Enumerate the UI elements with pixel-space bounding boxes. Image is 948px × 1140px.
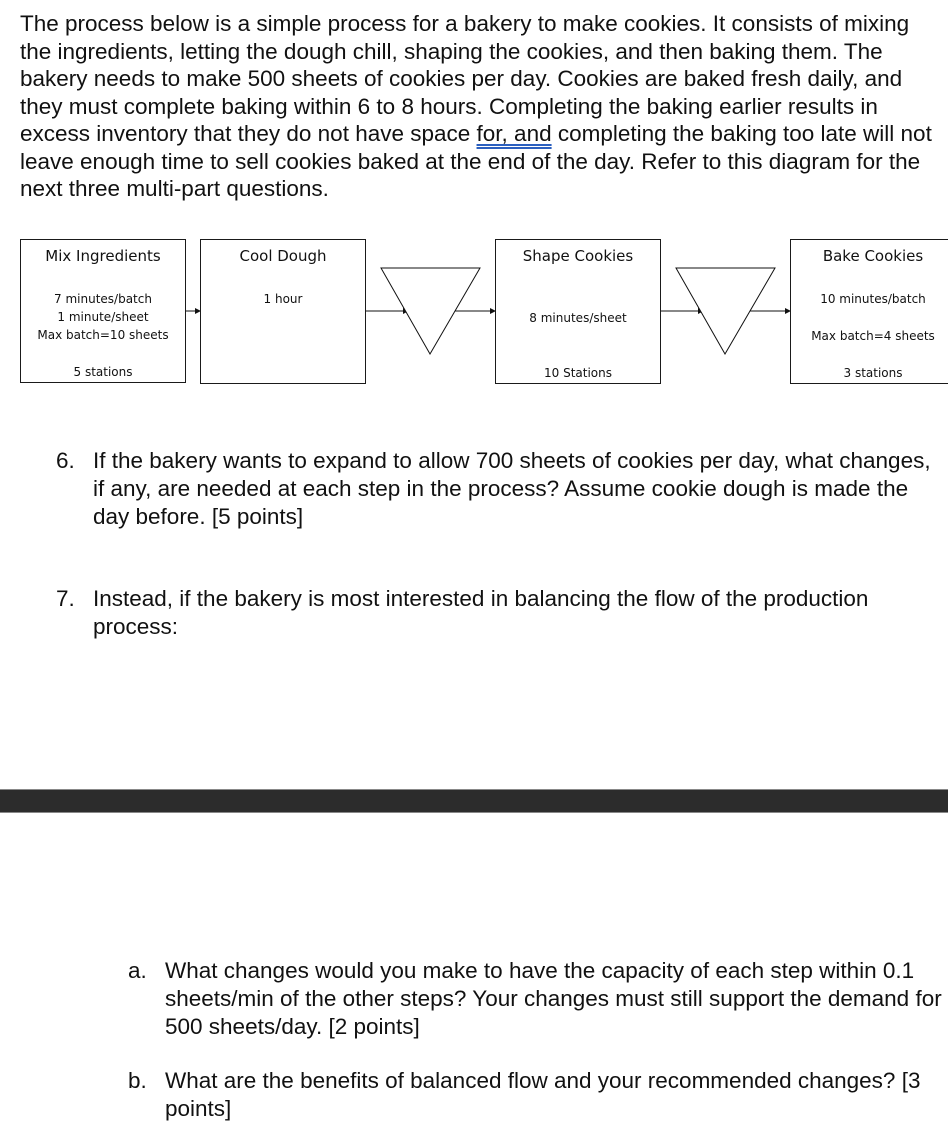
question-text: What are the benefits of balanced flow and your recommended changes? [3 points] bbox=[165, 1068, 921, 1121]
question-text: Instead, if the bakery is most interested in balancing the flow of the production process: bbox=[93, 586, 869, 639]
step-title: Bake Cookies bbox=[822, 247, 924, 265]
step-detail: 8 minutes/sheet bbox=[529, 311, 627, 325]
question-number: a. bbox=[128, 958, 147, 983]
step-detail: 7 minutes/batch bbox=[54, 292, 152, 306]
step-title: Shape Cookies bbox=[522, 247, 634, 265]
question-number: 7. bbox=[56, 586, 75, 611]
step-stations: 3 stations bbox=[843, 366, 903, 380]
page-divider-bar bbox=[0, 789, 948, 813]
step-stations: 10 Stations bbox=[544, 366, 612, 380]
step-title: Cool Dough bbox=[239, 247, 327, 265]
step-cool-dough bbox=[200, 239, 366, 384]
question-number: b. bbox=[128, 1068, 147, 1093]
step-detail: 10 minutes/batch bbox=[820, 292, 926, 306]
step-detail: 1 minute/sheet bbox=[57, 310, 149, 324]
step-title: Mix Ingredients bbox=[45, 247, 161, 265]
step-detail: Max batch=10 sheets bbox=[37, 328, 169, 342]
spellcheck-flagged-text[interactable]: for, and bbox=[476, 121, 552, 146]
step-bake-cookies bbox=[790, 239, 948, 384]
step-detail: 1 hour bbox=[263, 292, 303, 306]
question-number: 6. bbox=[56, 448, 75, 473]
step-stations: 5 stations bbox=[73, 365, 133, 379]
step-detail: Max batch=4 sheets bbox=[811, 329, 935, 343]
step-mix-ingredients bbox=[20, 239, 186, 383]
intro-text-part1: The process below is a simple process for a bakery to make cookies. It consists of mixing the ingredients, letting the dough chill, shaping the cookies, and then baking them. The bakery needs to make 500 sheets of cookies per day. Cookies are baked fresh daily, and they must complete baking within 6 to 8 hours. Completing the baking earlier results in excess inventory that they do not have space bbox=[20, 11, 910, 146]
step-shape-cookies bbox=[495, 239, 661, 384]
intro-text-part2: completing the baking too late will not leave enough time to sell cookies baked at the end of the day. Refer to this diagram for the next three multi-part questions. bbox=[20, 121, 932, 201]
question-text: If the bakery wants to expand to allow 700 sheets of cookies per day, what changes, if any, are needed at each step in the process? Assume cookie dough is made the day before. [5 points] bbox=[93, 448, 931, 529]
question-text: What changes would you make to have the capacity of each step within 0.1 sheets/min of the other steps? Your changes must still support the demand for 500 sheets/day. [2 points] bbox=[165, 958, 942, 1039]
